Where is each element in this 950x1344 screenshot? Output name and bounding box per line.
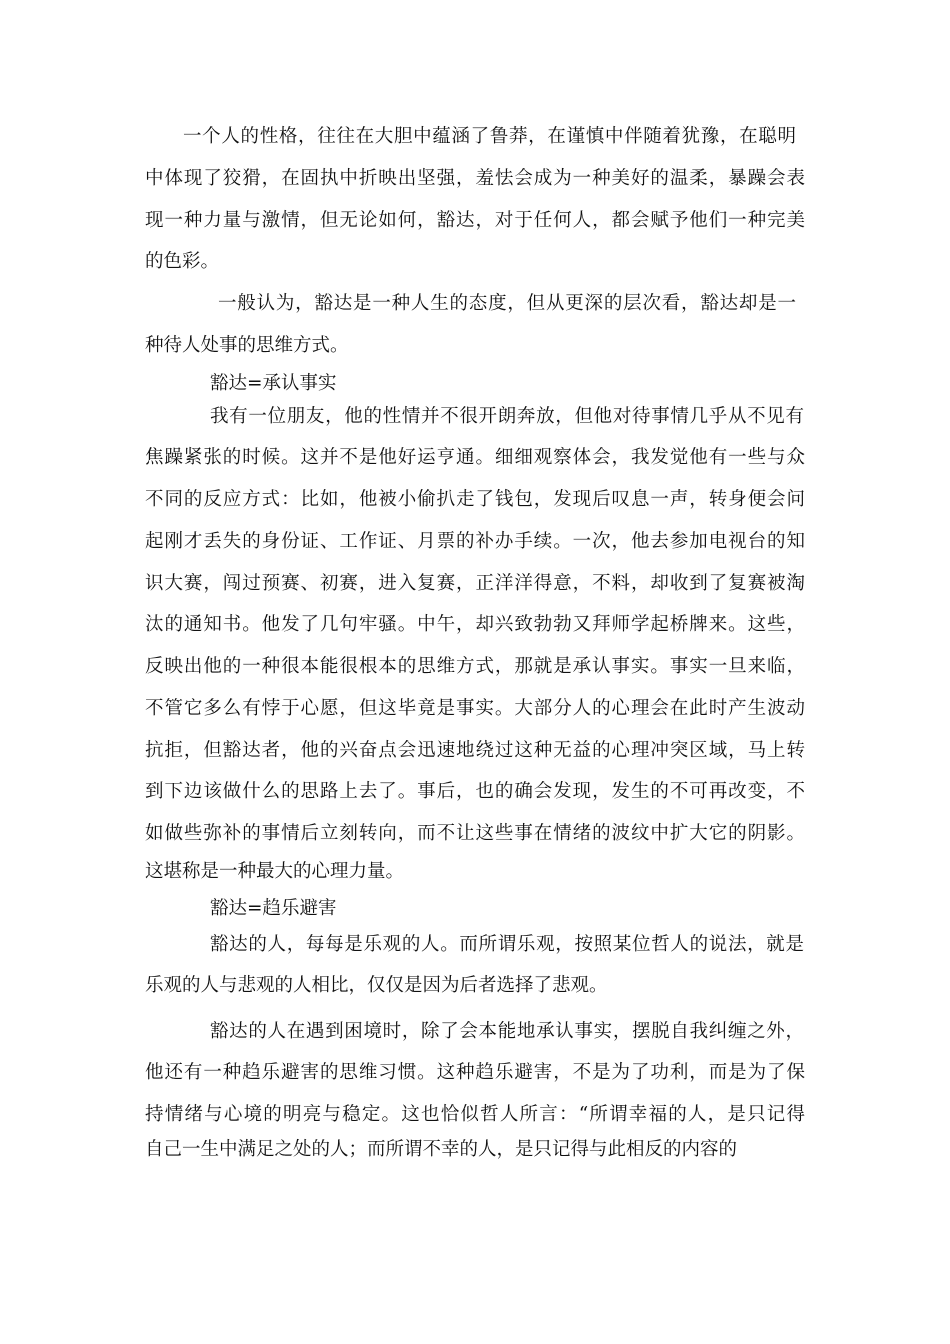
paragraph-3-line-8: 不管它多么有悖于心愿，但这毕竟是事实。大部分人的心理会在此时产生波动 bbox=[145, 698, 805, 719]
paragraph-4-line-1: 豁达的人，每每是乐观的人。而所谓乐观，按照某位哲人的说法，就是 bbox=[210, 934, 804, 955]
paragraph-3-line-12: 这堪称是一种最大的心理力量。 bbox=[145, 861, 405, 882]
paragraph-5-line-1: 豁达的人在遇到困境时，除了会本能地承认事实，摆脱自我纠缠之外， bbox=[210, 1021, 804, 1042]
paragraph-3-line-10: 到下边该做什么的思路上去了。事后，也的确会发现，发生的不可再改变，不 bbox=[145, 781, 805, 802]
section-heading-optimism: 豁达=趋乐避害 bbox=[210, 898, 337, 919]
paragraph-1-line-3: 现一种力量与激情，但无论如何，豁达，对于任何人，都会赋予他们一种完美 bbox=[145, 210, 805, 231]
paragraph-3-line-1: 我有一位朋友，他的性情并不很开朗奔放，但他对待事情几乎从不见有 bbox=[210, 406, 804, 427]
paragraph-4-line-2: 乐观的人与悲观的人相比，仅仅是因为后者选择了悲观。 bbox=[145, 975, 608, 996]
paragraph-1-line-1: 一个人的性格，往往在大胆中蕴涵了鲁莽，在谨慎中伴随着犹豫，在聪明 bbox=[183, 126, 796, 147]
paragraph-3-line-4: 起刚才丢失的身份证、工作证、月票的补办手续。一次，他去参加电视台的知 bbox=[145, 531, 805, 552]
paragraph-1-line-2: 中体现了狡猾，在固执中折映出坚强，羞怯会成为一种美好的温柔，暴躁会表 bbox=[145, 168, 805, 189]
paragraph-3-line-6: 汰的通知书。他发了几句牢骚。中午，却兴致勃勃又拜师学起桥牌来。这些， bbox=[145, 614, 805, 635]
paragraph-3-line-2: 焦躁紧张的时候。这并不是他好运亨通。细细观察体会，我发觉他有一些与众 bbox=[145, 447, 805, 468]
paragraph-3-line-3: 不同的反应方式：比如，他被小偷扒走了钱包，发现后叹息一声，转身便会问 bbox=[145, 489, 805, 510]
paragraph-2-line-2: 种待人处事的思维方式。 bbox=[145, 335, 349, 356]
section-heading-acceptance: 豁达=承认事实 bbox=[210, 373, 337, 394]
paragraph-5-line-4: 自己一生中满足之处的人；而所谓不幸的人，是只记得与此相反的内容的 bbox=[145, 1139, 738, 1160]
paragraph-3-line-7: 反映出他的一种很本能很根本的思维方式，那就是承认事实。事实一旦来临， bbox=[145, 656, 805, 677]
paragraph-3-line-5: 识大赛，闯过预赛、初赛，进入复赛，正洋洋得意，不料，却收到了复赛被淘 bbox=[145, 573, 805, 594]
paragraph-5-line-2: 他还有一种趋乐避害的思维习惯。这种趋乐避害，不是为了功利，而是为了保 bbox=[145, 1062, 805, 1083]
paragraph-3-line-9: 抗拒，但豁达者，他的兴奋点会迅速地绕过这种无益的心理冲突区域，马上转 bbox=[145, 740, 805, 761]
paragraph-3-line-11: 如做些弥补的事情后立刻转向，而不让这些事在情绪的波纹中扩大它的阴影。 bbox=[145, 823, 805, 844]
paragraph-1-line-4: 的色彩。 bbox=[145, 251, 220, 272]
paragraph-5-line-3: 持情绪与心境的明亮与稳定。这也恰似哲人所言：“所谓幸福的人，是只记得 bbox=[145, 1104, 805, 1125]
paragraph-2-line-1: 一般认为，豁达是一种人生的态度，但从更深的层次看，豁达却是一 bbox=[218, 293, 796, 314]
